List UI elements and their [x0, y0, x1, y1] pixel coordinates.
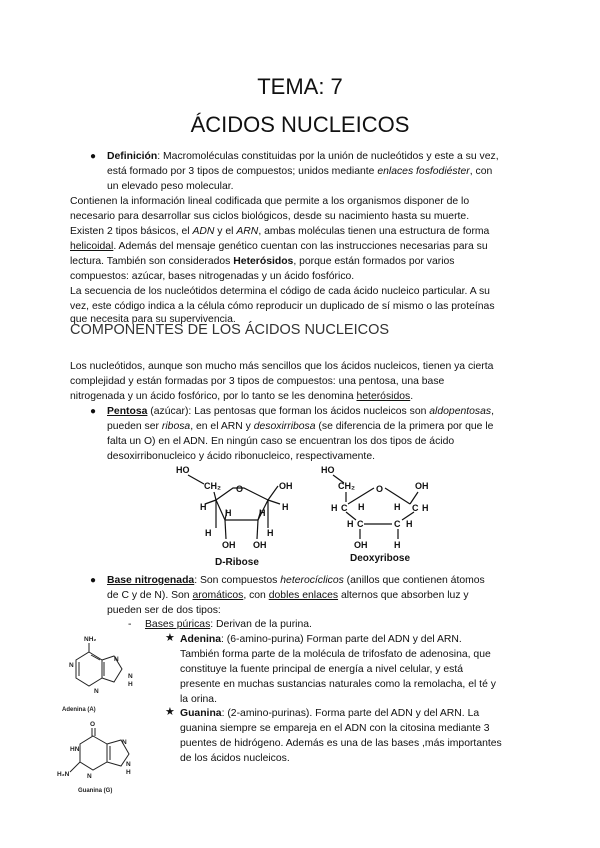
bases-puricas-line: Bases púricas: Derivan de la purina. [145, 619, 312, 630]
base-line-3: pueden ser de dos tipos: [107, 605, 221, 616]
deoxy-h-label: H [406, 519, 413, 529]
guanine-n-label: N [126, 761, 131, 768]
deoxy-ho-label: HO [321, 465, 335, 475]
deoxy-caption: Deoxyribose [350, 553, 411, 564]
ribose-h-label: H [225, 508, 232, 518]
ribose-oh-label: OH [222, 540, 236, 550]
deoxy-ch2-label: CH₂ [338, 481, 355, 491]
pentosa-line-4: desoxirribonucleico y ácido ribonucleico, respectivamente. [107, 451, 375, 462]
base-line-2: de C y de N). Son aromáticos, con dobles enlaces alternos que absorben luz y [107, 590, 469, 601]
adenina-line-4: presente en muchas sustancias naturales como la remolacha, el té y [180, 679, 496, 690]
definicion-line-1: Definición: Macromoléculas constituidas por la unión de nucleótidos y este a su vez, [107, 151, 499, 162]
deoxy-h-label: H [347, 519, 354, 529]
adenine-h-label: H [128, 681, 133, 688]
adenina-line-5: la orina. [180, 694, 217, 705]
guanine-hn-label: HN [70, 746, 80, 753]
ribose-h-label: H [200, 502, 207, 512]
pentosa-line-1: Pentosa (azúcar): Las pentosas que forman los ácidos nucleicos son aldopentosas, [107, 406, 494, 417]
deoxy-oh-label: OH [354, 540, 368, 550]
base-term: Base nitrogenada [107, 575, 195, 586]
guanine-n-label: N [122, 739, 127, 746]
ribose-oh-label: OH [253, 540, 267, 550]
adenina-line-2: También forma parte de la molécula de trifosfato de adenosina, que [180, 649, 491, 660]
componentes-line-2: complejidad y están formadas por 3 tipos de compuestos: una pentosa, una base [70, 376, 445, 387]
intro-line-3: Existen 2 tipos básicos, el ADN y el ARN, ambas moléculas tienen una estructura de forma [70, 226, 490, 237]
deoxy-h-label: H [422, 503, 429, 513]
ribose-h-label: H [259, 508, 266, 518]
deoxy-c-label: C [357, 519, 364, 529]
adenine-n-label: N [69, 662, 74, 669]
definicion-line-2: está formado por 3 tipos de compuestos; unidos mediante enlaces fosfodiéster, con [107, 166, 493, 177]
ribose-h-label: H [205, 528, 212, 538]
pentosa-line-2: pueden ser ribosa, en el ARN y desoxirribosa (se diferencia de la primera por que le [107, 421, 494, 432]
guanine-caption: Guanina (G) [78, 788, 113, 794]
ribose-ring-oxygen: O [236, 484, 244, 494]
intro-line-7: La secuencia de los nucleótidos determina el código de cada ácido nucleico particular. A su [70, 286, 490, 297]
intro-line-9: que necesita para su supervivencia. [70, 314, 236, 325]
guanina-line-2: guanina siempre se empareja en el ADN con la citosina mediante 3 [180, 723, 490, 734]
intro-line-4: helicoidal. Además del mensaje genético cuentan con las instrucciones necesarias para su [70, 241, 488, 252]
ribose-h-label: H [267, 528, 274, 538]
adenine-n-label: N [114, 656, 119, 663]
base-line-1: Base nitrogenada: Son compuestos heterocíclicos (anillos que contienen átomos [107, 575, 485, 586]
guanine-h-label: H [126, 769, 131, 776]
intro-line-1: Contienen la información lineal codificada que permite a los organismos disponer de lo [70, 196, 470, 207]
ribose-ho-label: HO [176, 465, 190, 475]
topic-number-title: TEMA: 7 [257, 74, 343, 99]
ribose-deoxyribose-figure [170, 462, 440, 568]
bullet-icon: ● [90, 151, 97, 162]
guanine-o-label: O [90, 721, 96, 728]
star-icon: ★ [165, 632, 175, 644]
deoxy-h-label: H [358, 502, 365, 512]
intro-line-8: vez, este código indica a la célula cómo reproducir un duplicado de sí mismo o las proteínas [70, 301, 495, 312]
deoxy-ring-oxygen: O [376, 484, 384, 494]
deoxy-c-label: C [412, 503, 419, 513]
intro-line-2: necesario para desarrollar sus ciclos biológicos, desde su nacimiento hasta su muerte. [70, 211, 470, 222]
adenine-n-label: N [128, 673, 133, 680]
definicion-line-3: un elevado peso molecular. [107, 181, 234, 192]
adenine-nh2-label: NH₂ [84, 636, 97, 643]
deoxy-c-label: C [394, 519, 401, 529]
adenina-term: Adenina [180, 634, 221, 645]
guanine-h2n-label: H₂N [57, 771, 70, 778]
intro-line-6: compuestos: azúcar, bases nitrogenadas y un ácido fosfórico. [70, 271, 355, 282]
bullet-icon: ● [90, 406, 97, 417]
componentes-line-1: Los nucleótidos, aunque son mucho más sencillos que los ácidos nucleicos, tienen ya cierta [70, 361, 494, 372]
intro-line-5: lectura. También son considerados Heterósidos, porque están formados por varios [70, 256, 455, 267]
ribose-h-label: H [282, 502, 289, 512]
guanina-term: Guanina [180, 708, 222, 719]
adenine-caption: Adenina (A) [62, 707, 96, 713]
ribose-caption: D-Ribose [215, 557, 259, 568]
componentes-line-3: nitrogenada y un ácido fosfórico, por lo tanto se les denomina heterósidos. [70, 391, 414, 402]
star-icon: ★ [165, 706, 175, 718]
guanina-line-4: de los ácidos nucleicos. [180, 753, 290, 764]
bullet-icon: ● [90, 575, 97, 586]
guanina-line-1: Guanina: (2-amino-purinas). Forma parte del ADN y del ARN. La [180, 708, 480, 719]
deoxy-h-label: H [331, 503, 338, 513]
adenine-n-label: N [94, 688, 99, 695]
deoxy-c-label: C [341, 503, 348, 513]
ribose-oh-label: OH [279, 481, 293, 491]
dash-marker: - [128, 619, 132, 630]
guanine-structure-figure [55, 716, 165, 796]
deoxy-oh-label: OH [415, 481, 429, 491]
definicion-term: Definición [107, 151, 158, 162]
guanine-n-label: N [87, 773, 92, 780]
section-heading: COMPONENTES DE LOS ÁCIDOS NUCLEICOS [70, 322, 390, 338]
ribose-ch2-label: CH₂ [204, 481, 221, 491]
page-title: ÁCIDOS NUCLEICOS [190, 112, 410, 137]
adenine-structure-figure [62, 632, 162, 714]
guanina-line-3: puentes de hidrógeno. Además es una de las bases ,más importantes [180, 738, 502, 749]
adenina-line-3: constituye la fuente principal de energía a nivel celular, y está [180, 664, 464, 675]
deoxy-h-label: H [394, 502, 401, 512]
pentosa-line-3: falta un O) en el ADN. En ningún caso se encuentran los dos tipos de ácido [107, 436, 455, 447]
adenina-line-1: Adenina: (6-amino-purina) Forman parte del ADN y del ARN. [180, 634, 462, 645]
deoxy-h-label: H [394, 540, 401, 550]
pentosa-term: Pentosa [107, 406, 148, 417]
